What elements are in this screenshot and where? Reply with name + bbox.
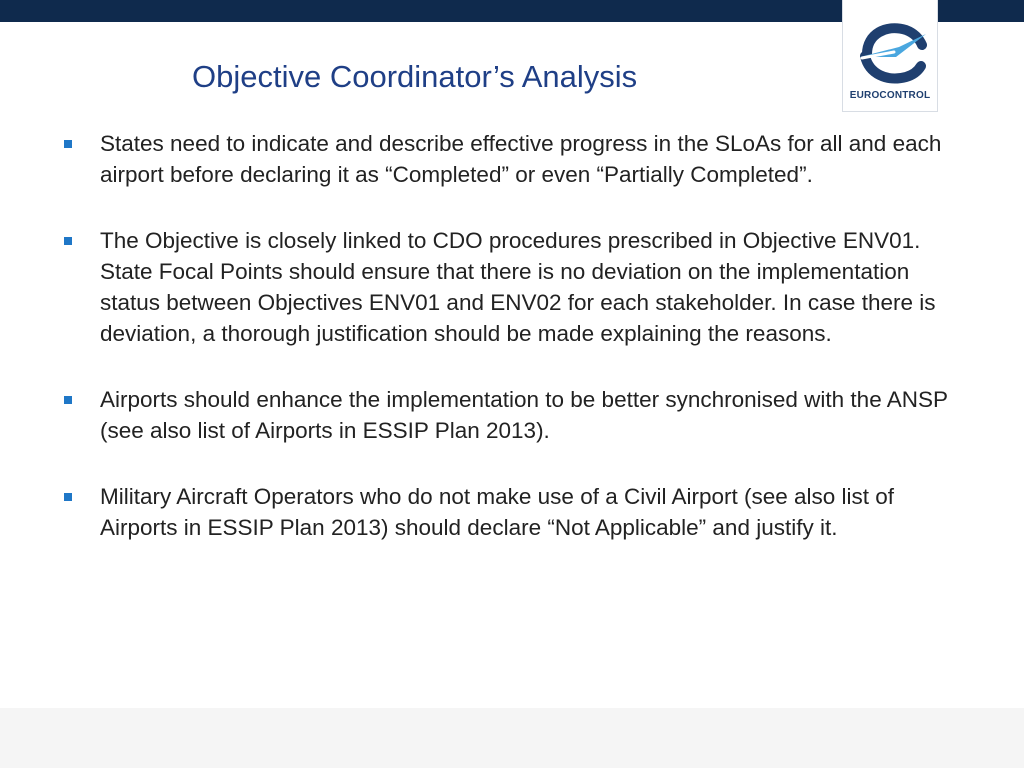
- bullet-item: [62, 481, 962, 543]
- eurocontrol-logo: [842, 0, 938, 112]
- bullet-square-icon: [64, 140, 72, 148]
- eurocontrol-logo-text: EUROCONTROL: [849, 90, 931, 101]
- bullet-square-icon: [64, 396, 72, 404]
- slide-title: Objective Coordinator’s Analysis: [192, 59, 638, 94]
- bottom-band: [0, 708, 1024, 768]
- bullet-item: [62, 384, 962, 446]
- bullet-text: The Objective is closely linked to CDO procedures prescribed in Objective ENV01. State Focal Points should ensure that there is no deviation on the implementation status between Objectives ENV01 and ENV02 for each stakeholder. In case there is deviation, a thorough justification should be made explaining the reasons.: [100, 228, 936, 346]
- eurocontrol-logo-icon: [851, 16, 929, 88]
- bullet-square-icon: [64, 493, 72, 501]
- bullet-square-icon: [64, 237, 72, 245]
- bullet-text: Airports should enhance the implementation to be better synchronised with the ANSP (see also list of Airports in ESSIP Plan 2013).: [100, 387, 948, 443]
- bullet-item: [62, 128, 962, 190]
- bullet-text: States need to indicate and describe effective progress in the SLoAs for all and each airport before declaring it as “Completed” or even “Partially Completed”.: [100, 131, 942, 187]
- bullet-text: Military Aircraft Operators who do not make use of a Civil Airport (see also list of Airports in ESSIP Plan 2013) should declare “Not Applicable” and justify it.: [100, 484, 895, 540]
- bullet-list: [62, 128, 962, 543]
- bullet-item: [62, 225, 962, 349]
